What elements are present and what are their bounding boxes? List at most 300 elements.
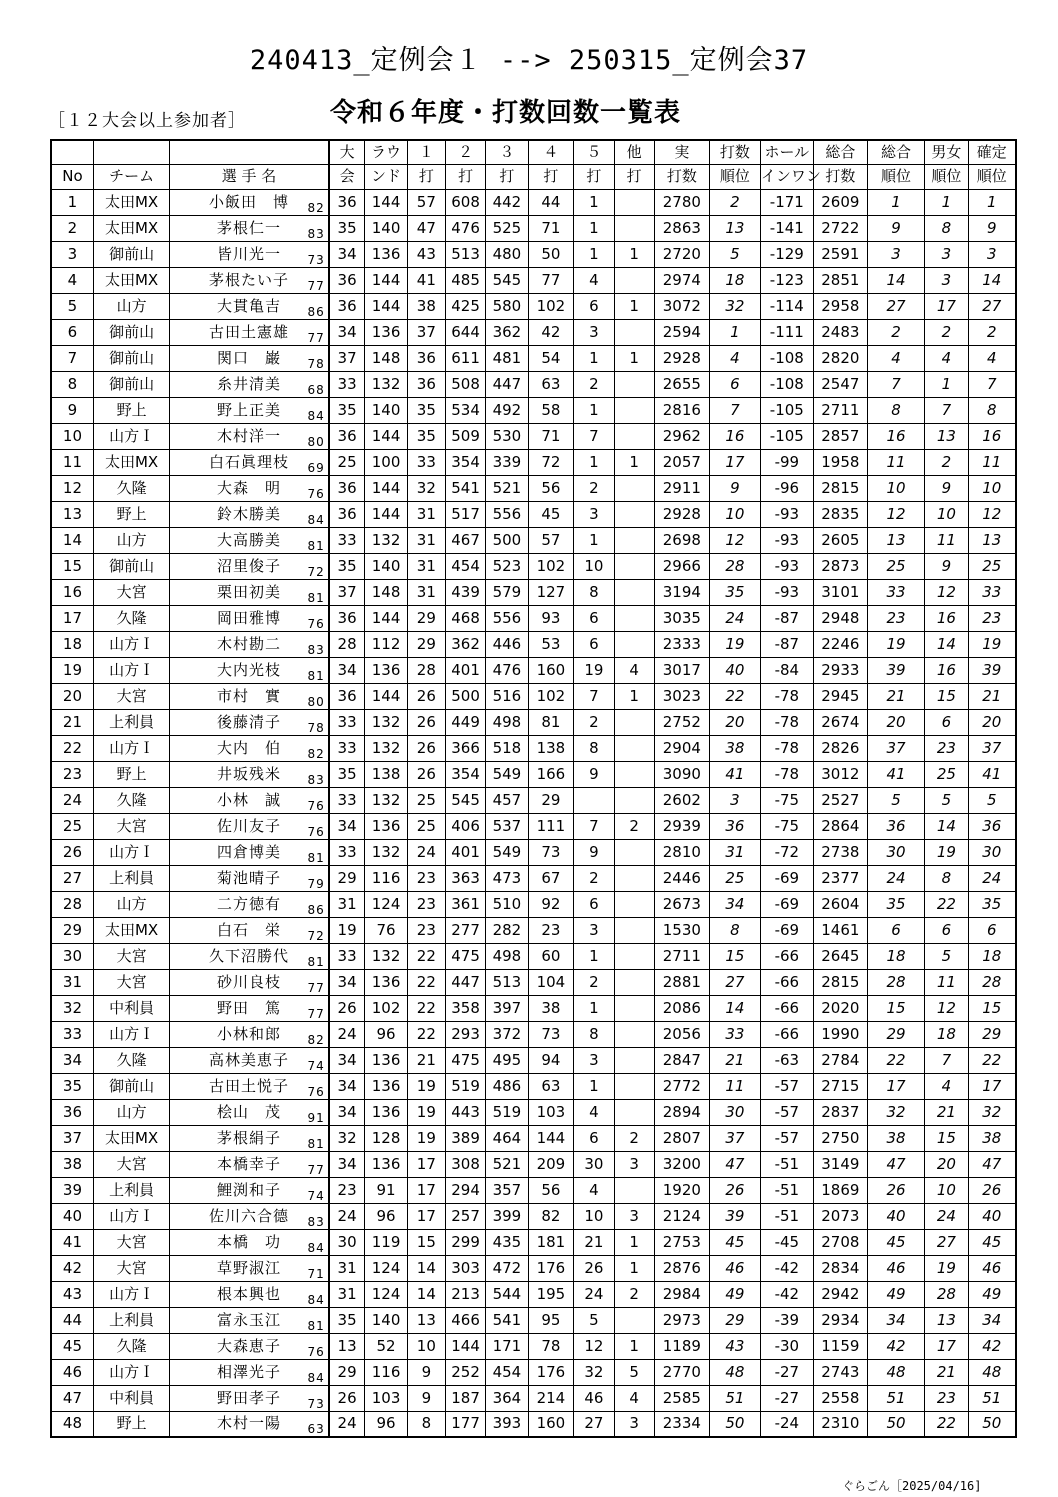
other-cell: 1 [614, 1255, 654, 1281]
s1-cell: 47 [407, 215, 445, 241]
s3-cell: 446 [486, 631, 528, 657]
rounds-cell: 144 [365, 423, 407, 449]
actual-cell: 2847 [654, 1047, 709, 1073]
actual-cell: 2720 [654, 241, 709, 267]
s1-cell: 29 [407, 631, 445, 657]
total-rank-cell: 8 [867, 397, 924, 423]
player-age: 63 [307, 1422, 325, 1436]
actual-cell: 2807 [654, 1125, 709, 1151]
hio-cell: -42 [760, 1255, 813, 1281]
gender-rank-cell: 14 [925, 631, 968, 657]
table-row [51, 553, 1016, 579]
s2-cell: 449 [445, 709, 485, 735]
team-cell: 山方 [93, 1099, 169, 1125]
table-row [51, 1073, 1016, 1099]
team-cell: 大宮 [93, 579, 169, 605]
s3-cell: 556 [486, 501, 528, 527]
rounds-cell: 124 [365, 1255, 407, 1281]
s2-cell: 644 [445, 319, 485, 345]
s4-cell: 50 [528, 241, 574, 267]
hio-cell: -93 [760, 527, 813, 553]
s4-cell: 104 [528, 969, 574, 995]
s2-cell: 467 [445, 527, 485, 553]
column-header: 打 [407, 165, 445, 190]
team-cell: 上利員 [93, 1307, 169, 1333]
player-age: 76 [307, 486, 325, 501]
s1-cell: 14 [407, 1281, 445, 1307]
table-row [51, 891, 1016, 917]
rank-strokes-cell: 32 [709, 293, 760, 319]
s5-cell: 2 [574, 709, 614, 735]
rank-strokes-cell: 15 [709, 943, 760, 969]
s1-cell: 26 [407, 761, 445, 787]
rank-strokes-cell: 33 [709, 1021, 760, 1047]
player-name-cell [170, 1411, 329, 1437]
hio-cell: -105 [760, 397, 813, 423]
player-age: 76 [307, 824, 325, 839]
taikai-cell: 34 [329, 657, 365, 683]
no-cell: 14 [51, 527, 93, 553]
player-name-cell [170, 709, 329, 735]
total-rank-cell: 48 [867, 1359, 924, 1385]
actual-cell: 3200 [654, 1151, 709, 1177]
player-name-cell [170, 1255, 329, 1281]
s5-cell: 9 [574, 761, 614, 787]
s5-cell: 5 [574, 1307, 614, 1333]
other-cell [614, 631, 654, 657]
total-cell: 2558 [813, 1385, 867, 1411]
table-row [51, 839, 1016, 865]
s1-cell: 22 [407, 969, 445, 995]
team-cell: 大宮 [93, 943, 169, 969]
rounds-cell: 124 [365, 891, 407, 917]
no-cell: 48 [51, 1411, 93, 1437]
s2-cell: 308 [445, 1151, 485, 1177]
table-row [51, 371, 1016, 397]
s2-cell: 361 [445, 891, 485, 917]
gender-rank-cell: 6 [925, 917, 968, 943]
s3-cell: 521 [486, 1151, 528, 1177]
team-cell: 太田MX [93, 917, 169, 943]
other-cell [614, 423, 654, 449]
other-cell [614, 865, 654, 891]
rank-strokes-cell: 27 [709, 969, 760, 995]
team-cell: 山方Ｉ [93, 735, 169, 761]
column-header: 打 [486, 165, 528, 190]
player-name-cell [170, 1125, 329, 1151]
total-cell: 2711 [813, 397, 867, 423]
table-row [51, 423, 1016, 449]
total-rank-cell: 51 [867, 1385, 924, 1411]
final-rank-cell: 16 [968, 423, 1016, 449]
table-row [51, 475, 1016, 501]
hio-cell: -66 [760, 969, 813, 995]
gender-rank-cell: 10 [925, 1177, 968, 1203]
taikai-cell: 34 [329, 1099, 365, 1125]
table-row [51, 449, 1016, 475]
taikai-cell: 26 [329, 995, 365, 1021]
final-rank-cell: 12 [968, 501, 1016, 527]
total-rank-cell: 39 [867, 657, 924, 683]
total-rank-cell: 9 [867, 215, 924, 241]
total-cell: 2815 [813, 475, 867, 501]
player-name: 大貫亀吉 [217, 296, 282, 315]
hio-cell: -78 [760, 761, 813, 787]
s2-cell: 608 [445, 189, 485, 215]
total-cell: 2715 [813, 1073, 867, 1099]
s2-cell: 439 [445, 579, 485, 605]
gender-rank-cell: 5 [925, 943, 968, 969]
final-rank-cell: 42 [968, 1333, 1016, 1359]
player-age: 86 [307, 304, 325, 319]
team-cell: 山方 [93, 891, 169, 917]
s4-cell: 45 [528, 501, 574, 527]
s4-cell: 111 [528, 813, 574, 839]
rounds-cell: 132 [365, 371, 407, 397]
s1-cell: 23 [407, 891, 445, 917]
team-cell: 山方Ｉ [93, 631, 169, 657]
hio-cell: -87 [760, 631, 813, 657]
rounds-cell: 103 [365, 1385, 407, 1411]
table-row [51, 1359, 1016, 1385]
other-cell: 3 [614, 1411, 654, 1437]
final-rank-cell: 24 [968, 865, 1016, 891]
team-cell: 野上 [93, 761, 169, 787]
hio-cell: -57 [760, 1099, 813, 1125]
player-name: 根本興也 [217, 1284, 282, 1303]
s2-cell: 468 [445, 605, 485, 631]
s1-cell: 9 [407, 1385, 445, 1411]
table-row [51, 865, 1016, 891]
gender-rank-cell: 17 [925, 293, 968, 319]
other-cell: 1 [614, 1229, 654, 1255]
actual-cell: 2816 [654, 397, 709, 423]
player-name-cell [170, 371, 329, 397]
s3-cell: 171 [486, 1333, 528, 1359]
taikai-cell: 33 [329, 943, 365, 969]
total-rank-cell: 20 [867, 709, 924, 735]
other-cell [614, 267, 654, 293]
s3-cell: 480 [486, 241, 528, 267]
total-cell: 1159 [813, 1333, 867, 1359]
s4-cell: 160 [528, 657, 574, 683]
s1-cell: 38 [407, 293, 445, 319]
column-header: 打数 [709, 140, 760, 165]
participant-criteria: ［１２大会以上参加者］ [48, 111, 246, 131]
rank-strokes-cell: 36 [709, 813, 760, 839]
other-cell: 1 [614, 683, 654, 709]
no-cell: 17 [51, 605, 93, 631]
hio-cell: -51 [760, 1177, 813, 1203]
total-rank-cell: 1 [867, 189, 924, 215]
gender-rank-cell: 9 [925, 553, 968, 579]
taikai-cell: 33 [329, 839, 365, 865]
column-header: 実 [654, 140, 709, 165]
s4-cell: 103 [528, 1099, 574, 1125]
s2-cell: 454 [445, 553, 485, 579]
taikai-cell: 36 [329, 475, 365, 501]
team-cell: 御前山 [93, 371, 169, 397]
s2-cell: 303 [445, 1255, 485, 1281]
s5-cell: 6 [574, 293, 614, 319]
s3-cell: 521 [486, 475, 528, 501]
s4-cell: 95 [528, 1307, 574, 1333]
team-cell: 太田MX [93, 1125, 169, 1151]
player-name: 小林 誠 [217, 790, 282, 809]
actual-cell: 2881 [654, 969, 709, 995]
s5-cell: 1 [574, 189, 614, 215]
s2-cell: 362 [445, 631, 485, 657]
player-name-cell [170, 995, 329, 1021]
rank-strokes-cell: 41 [709, 761, 760, 787]
hio-cell: -96 [760, 475, 813, 501]
hio-cell: -87 [760, 605, 813, 631]
total-cell: 2246 [813, 631, 867, 657]
column-header: インワン [760, 165, 813, 190]
rank-strokes-cell: 3 [709, 787, 760, 813]
table-row [51, 579, 1016, 605]
table-row [51, 969, 1016, 995]
rounds-cell: 96 [365, 1411, 407, 1437]
no-cell: 4 [51, 267, 93, 293]
total-rank-cell: 7 [867, 371, 924, 397]
rank-strokes-cell: 2 [709, 189, 760, 215]
s2-cell: 363 [445, 865, 485, 891]
rounds-cell: 100 [365, 449, 407, 475]
player-age: 81 [307, 590, 325, 605]
other-cell [614, 397, 654, 423]
final-rank-cell: 22 [968, 1047, 1016, 1073]
s5-cell: 1 [574, 1073, 614, 1099]
hio-cell: -69 [760, 891, 813, 917]
total-cell: 2708 [813, 1229, 867, 1255]
rounds-cell: 138 [365, 761, 407, 787]
player-name-cell [170, 631, 329, 657]
hio-cell: -93 [760, 579, 813, 605]
player-age: 83 [307, 642, 325, 657]
hio-cell: -108 [760, 371, 813, 397]
actual-cell: 2770 [654, 1359, 709, 1385]
s1-cell: 36 [407, 345, 445, 371]
total-rank-cell: 5 [867, 787, 924, 813]
player-name-cell [170, 267, 329, 293]
s1-cell: 23 [407, 917, 445, 943]
s1-cell: 17 [407, 1177, 445, 1203]
hio-cell: -45 [760, 1229, 813, 1255]
rounds-cell: 116 [365, 1359, 407, 1385]
no-cell: 30 [51, 943, 93, 969]
s1-cell: 43 [407, 241, 445, 267]
hio-cell: -99 [760, 449, 813, 475]
other-cell [614, 189, 654, 215]
s2-cell: 545 [445, 787, 485, 813]
no-cell: 3 [51, 241, 93, 267]
total-cell: 3149 [813, 1151, 867, 1177]
s3-cell: 516 [486, 683, 528, 709]
taikai-cell: 35 [329, 397, 365, 423]
final-rank-cell: 49 [968, 1281, 1016, 1307]
taikai-cell: 31 [329, 1255, 365, 1281]
s3-cell: 464 [486, 1125, 528, 1151]
other-cell: 3 [614, 1203, 654, 1229]
table-row [51, 1151, 1016, 1177]
gender-rank-cell: 1 [925, 371, 968, 397]
no-cell: 13 [51, 501, 93, 527]
no-cell: 41 [51, 1229, 93, 1255]
total-cell: 1958 [813, 449, 867, 475]
hio-cell: -39 [760, 1307, 813, 1333]
team-cell: 太田MX [93, 267, 169, 293]
s5-cell: 2 [574, 475, 614, 501]
team-cell: 太田MX [93, 449, 169, 475]
s4-cell: 53 [528, 631, 574, 657]
s2-cell: 406 [445, 813, 485, 839]
table-row [51, 1203, 1016, 1229]
s5-cell: 24 [574, 1281, 614, 1307]
taikai-cell: 32 [329, 1125, 365, 1151]
team-cell: 山方Ｉ [93, 839, 169, 865]
final-rank-cell: 10 [968, 475, 1016, 501]
team-cell: 御前山 [93, 241, 169, 267]
total-rank-cell: 25 [867, 553, 924, 579]
player-age: 77 [307, 278, 325, 293]
taikai-cell: 30 [329, 1229, 365, 1255]
no-cell: 34 [51, 1047, 93, 1073]
team-cell: 野上 [93, 501, 169, 527]
player-age: 82 [307, 746, 325, 761]
s4-cell: 160 [528, 1411, 574, 1437]
s5-cell: 4 [574, 1177, 614, 1203]
team-cell: 久隆 [93, 1333, 169, 1359]
team-cell: 御前山 [93, 1073, 169, 1099]
final-rank-cell: 45 [968, 1229, 1016, 1255]
final-rank-cell: 51 [968, 1385, 1016, 1411]
rank-strokes-cell: 39 [709, 1203, 760, 1229]
s2-cell: 177 [445, 1411, 485, 1437]
s2-cell: 366 [445, 735, 485, 761]
gender-rank-cell: 21 [925, 1099, 968, 1125]
player-name: 佐川友子 [217, 816, 282, 835]
rounds-cell: 132 [365, 943, 407, 969]
no-cell: 28 [51, 891, 93, 917]
rounds-cell: 144 [365, 293, 407, 319]
s4-cell: 42 [528, 319, 574, 345]
player-age: 74 [307, 1188, 325, 1203]
final-rank-cell: 8 [968, 397, 1016, 423]
actual-cell: 2780 [654, 189, 709, 215]
player-name: 市村 實 [217, 686, 282, 705]
s3-cell: 498 [486, 709, 528, 735]
taikai-cell: 31 [329, 891, 365, 917]
no-cell: 26 [51, 839, 93, 865]
s3-cell: 530 [486, 423, 528, 449]
gender-rank-cell: 15 [925, 1125, 968, 1151]
table-row [51, 631, 1016, 657]
rounds-cell: 136 [365, 241, 407, 267]
s3-cell: 544 [486, 1281, 528, 1307]
hio-cell: -93 [760, 501, 813, 527]
final-rank-cell: 6 [968, 917, 1016, 943]
player-name-cell [170, 1307, 329, 1333]
s3-cell: 523 [486, 553, 528, 579]
taikai-cell: 31 [329, 1281, 365, 1307]
column-header: 他 [614, 140, 654, 165]
player-name: 相澤光子 [217, 1362, 282, 1381]
player-name-cell [170, 735, 329, 761]
no-cell: 46 [51, 1359, 93, 1385]
s2-cell: 299 [445, 1229, 485, 1255]
rounds-cell: 116 [365, 865, 407, 891]
team-cell: 大宮 [93, 969, 169, 995]
s2-cell: 447 [445, 969, 485, 995]
gender-rank-cell: 22 [925, 891, 968, 917]
player-name-cell [170, 943, 329, 969]
s5-cell: 9 [574, 839, 614, 865]
actual-cell: 2810 [654, 839, 709, 865]
s5-cell: 10 [574, 553, 614, 579]
actual-cell: 2446 [654, 865, 709, 891]
s5-cell: 1 [574, 995, 614, 1021]
table-row [51, 1047, 1016, 1073]
player-name: 大内光枝 [217, 660, 282, 679]
total-cell: 2834 [813, 1255, 867, 1281]
no-cell: 15 [51, 553, 93, 579]
total-cell: 2835 [813, 501, 867, 527]
s5-cell: 2 [574, 865, 614, 891]
final-rank-cell: 37 [968, 735, 1016, 761]
s4-cell: 56 [528, 1177, 574, 1203]
total-rank-cell: 35 [867, 891, 924, 917]
rounds-cell: 91 [365, 1177, 407, 1203]
rounds-cell: 136 [365, 1047, 407, 1073]
taikai-cell: 36 [329, 683, 365, 709]
player-name: 砂川良枝 [217, 972, 282, 991]
s3-cell: 397 [486, 995, 528, 1021]
s3-cell: 537 [486, 813, 528, 839]
actual-cell: 3090 [654, 761, 709, 787]
gender-rank-cell: 25 [925, 761, 968, 787]
total-rank-cell: 27 [867, 293, 924, 319]
rank-strokes-cell: 6 [709, 371, 760, 397]
total-cell: 2310 [813, 1411, 867, 1437]
no-cell: 31 [51, 969, 93, 995]
total-cell: 3101 [813, 579, 867, 605]
gender-rank-cell: 13 [925, 1307, 968, 1333]
rounds-cell: 132 [365, 735, 407, 761]
rank-strokes-cell: 43 [709, 1333, 760, 1359]
table-row [51, 345, 1016, 371]
s1-cell: 19 [407, 1073, 445, 1099]
s3-cell: 454 [486, 1359, 528, 1385]
s5-cell: 46 [574, 1385, 614, 1411]
player-age: 80 [307, 434, 325, 449]
s2-cell: 358 [445, 995, 485, 1021]
total-rank-cell: 15 [867, 995, 924, 1021]
player-name-cell [170, 1203, 329, 1229]
table-row [51, 657, 1016, 683]
rank-strokes-cell: 29 [709, 1307, 760, 1333]
rank-strokes-cell: 8 [709, 917, 760, 943]
total-rank-cell: 6 [867, 917, 924, 943]
player-age: 73 [307, 1396, 325, 1411]
hio-cell: -27 [760, 1385, 813, 1411]
total-rank-cell: 13 [867, 527, 924, 553]
rounds-cell: 136 [365, 969, 407, 995]
actual-cell: 2333 [654, 631, 709, 657]
player-age: 77 [307, 980, 325, 995]
s1-cell: 26 [407, 683, 445, 709]
total-cell: 2837 [813, 1099, 867, 1125]
